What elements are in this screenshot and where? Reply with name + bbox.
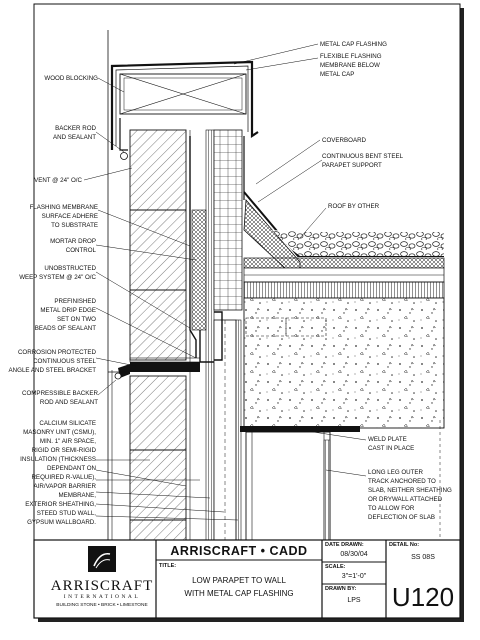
label-backer-rod-1: BACKER ROD xyxy=(55,125,96,132)
date-heading: DATE DRAWN: xyxy=(325,542,364,548)
csmu-masonry-upper xyxy=(130,130,186,360)
label-drip-edge-2: METAL DRIP EDGE xyxy=(40,307,96,314)
label-wall-assembly-8: AIR/VAPOR BARRIER xyxy=(33,483,96,490)
label-wall-assembly-1: CALCIUM SILICATE xyxy=(39,420,96,427)
parapet-backup-wall xyxy=(214,130,242,310)
detail-code: SS 08S xyxy=(411,554,435,561)
label-flashing-membrane-3: TO SUBSTRATE xyxy=(51,222,98,229)
label-drip-edge-4: BEADS OF SEALANT xyxy=(34,325,96,332)
logo-tagline: BUILDING STONE • BRICK • LIMESTONE xyxy=(56,603,148,608)
roof-gravel-ballast xyxy=(300,232,444,256)
logo-name: ARRISCRAFT xyxy=(50,578,154,594)
label-flashing-membrane-1: FLASHING MEMBRANE xyxy=(29,204,98,211)
label-parapet-support-1: CONTINUOUS BENT STEEL xyxy=(322,153,404,160)
label-roof-by-other: ROOF BY OTHER xyxy=(328,203,380,210)
label-vent: VENT @ 24" O/C xyxy=(34,177,82,184)
title-block xyxy=(34,540,460,618)
label-wall-assembly-2: MASONRY UNIT (CSMU), xyxy=(23,429,96,436)
label-flexible-flashing-2: MEMBRANE BELOW xyxy=(320,62,380,69)
label-outer-track-3: SLAB, NEITHER SHEATHING xyxy=(368,487,452,494)
label-wall-assembly-4: RIGID OR SEMI-RIGID xyxy=(31,447,96,454)
csmu-masonry-lower xyxy=(130,376,186,540)
label-parapet-support-2: PARAPET SUPPORT xyxy=(322,162,382,169)
label-steel-angle-3: ANGLE AND STEEL BRACKET xyxy=(8,367,96,374)
label-outer-track-5: TO ALLOW FOR xyxy=(368,505,415,512)
label-outer-track-1: LONG LEG OUTER xyxy=(368,469,424,476)
label-weep-1: UNOBSTRUCTED xyxy=(44,265,96,272)
label-mortar-drop-2: CONTROL xyxy=(65,247,96,254)
steel-stud-wall xyxy=(214,320,236,540)
label-wall-assembly-6: DEPENDANT ON xyxy=(46,465,96,472)
drawing-title-line2: WITH METAL CAP FLASHING xyxy=(184,589,294,598)
label-weld-plate-1: WELD PLATE xyxy=(368,436,407,443)
label-flashing-membrane-2: SURFACE ADHERE xyxy=(41,213,98,220)
drawing-title-line1: LOW PARAPET TO WALL xyxy=(192,576,286,585)
label-wood-blocking: WOOD BLOCKING xyxy=(44,75,98,82)
long-leg-outer-track xyxy=(246,432,330,540)
exterior-sheathing xyxy=(206,130,214,540)
label-wall-assembly-10: EXTERIOR SHEATHING, xyxy=(25,501,96,508)
label-wall-assembly-3: MIN. 1" AIR SPACE, xyxy=(39,438,96,445)
logo-sub: INTERNATIONAL xyxy=(63,594,141,600)
label-wall-assembly-12: GYPSUM WALLBOARD. xyxy=(27,519,96,526)
label-drip-edge-1: PREFINISHED xyxy=(54,298,96,305)
scale-value: 3"=1'-0" xyxy=(341,573,367,580)
roof-insulation xyxy=(244,258,444,268)
label-flexible-flashing-1: FLEXIBLE FLASHING xyxy=(320,53,382,60)
drawn-by-heading: DRAWN BY: xyxy=(325,586,357,592)
label-wall-assembly-7: REQUIRED R-VALUE), xyxy=(31,474,96,481)
date-value: 08/30/04 xyxy=(340,551,368,558)
label-mortar-drop-1: MORTAR DROP xyxy=(50,238,96,245)
detail-heading: DETAIL No: xyxy=(389,542,420,548)
label-backer-rod-2: AND SEALANT xyxy=(53,134,96,141)
title-block-brand: ARRISCRAFT • CADD xyxy=(170,544,308,558)
label-weep-2: WEEP SYSTEM @ 24" O/C xyxy=(19,274,96,281)
backer-rod-lower xyxy=(115,373,121,379)
drawn-by-value: LPS xyxy=(347,597,361,604)
backer-rod-top xyxy=(121,153,128,160)
label-outer-track-6: DEFLECTION OF SLAB xyxy=(368,514,436,521)
label-steel-angle-2: CONTINUOUS STEEL xyxy=(33,358,96,365)
label-outer-track-4: OR DRYWALL ATTACHED xyxy=(368,496,443,503)
steel-angle xyxy=(130,362,200,372)
weld-plate xyxy=(240,426,360,432)
label-metal-cap: METAL CAP FLASHING xyxy=(320,41,387,48)
label-coverboard: COVERBOARD xyxy=(322,137,367,144)
label-flexible-flashing-3: METAL CAP xyxy=(320,71,355,78)
label-wall-assembly-5: INSULATION (THICKNESS xyxy=(20,456,96,463)
roof-deck xyxy=(244,282,444,298)
label-wall-assembly-9: MEMBRANE, xyxy=(58,492,96,499)
concrete-slab xyxy=(244,298,444,428)
label-compressible-1: COMPRESSIBLE BACKER xyxy=(22,390,98,397)
detail-number: U120 xyxy=(391,582,455,612)
label-compressible-2: ROD AND SEALANT xyxy=(39,399,98,406)
label-wall-assembly-11: STEED STUD WALL, xyxy=(36,510,96,517)
label-outer-track-2: TRACK ANCHORED TO xyxy=(368,478,436,485)
rigid-insulation xyxy=(192,210,206,330)
scale-heading: SCALE: xyxy=(325,564,346,570)
label-weld-plate-2: CAST IN PLACE xyxy=(368,445,415,452)
logo-mark xyxy=(88,546,116,572)
title-heading: TITLE: xyxy=(159,563,177,569)
label-drip-edge-3: SET ON TWO xyxy=(57,316,96,323)
label-steel-angle-1: CORROSION PROTECTED xyxy=(17,349,96,356)
